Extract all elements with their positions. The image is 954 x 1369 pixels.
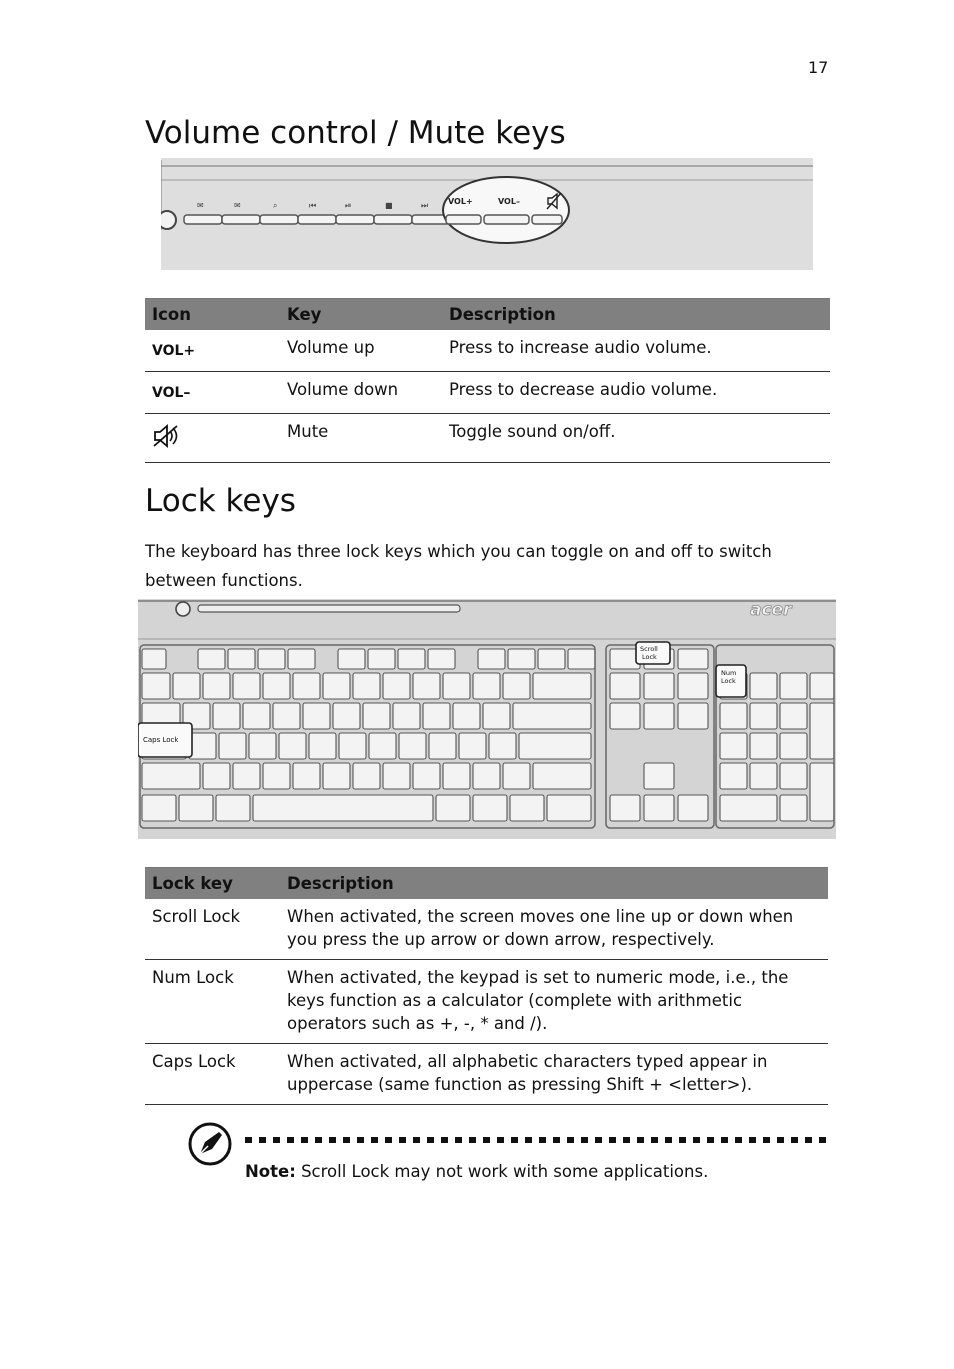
keyboard-key <box>363 703 390 729</box>
note-divider <box>245 1137 830 1143</box>
keyboard-key <box>720 733 747 759</box>
keyboard-top-row-figure <box>161 158 813 270</box>
keyboard-key <box>353 673 380 699</box>
keyboard-key <box>644 703 674 729</box>
keyboard-key <box>780 763 807 789</box>
scroll-lock-callout <box>636 642 670 664</box>
row-description: When activated, all alphabetic characters typed appear in uppercase (same function as pressing Shift + <letter>). <box>280 1044 828 1105</box>
mute-icon-cell <box>145 414 280 463</box>
keyboard-key <box>750 673 777 699</box>
keyboard-key <box>453 703 480 729</box>
row-description: Press to increase audio volume. <box>442 330 830 372</box>
keyboard-key <box>142 649 166 669</box>
keyboard-key <box>309 733 336 759</box>
keyboard-key <box>263 763 290 789</box>
row-description: When activated, the screen moves one line up or down when you press the up arrow or down arrow, respectively. <box>280 899 828 960</box>
keyboard-key <box>198 649 225 669</box>
keyboard-key <box>443 673 470 699</box>
table-row <box>145 1044 828 1105</box>
column-header-description: Description <box>442 299 830 331</box>
note-text <box>245 1162 708 1181</box>
keyboard-key <box>398 649 425 669</box>
num-lock-callout <box>716 665 746 697</box>
keyboard-key <box>678 673 708 699</box>
keyboard-key <box>173 673 200 699</box>
keyboard-key <box>610 673 640 699</box>
keyboard-key <box>383 763 410 789</box>
row-lock-key: Caps Lock <box>145 1044 280 1105</box>
keyboard-key <box>483 703 510 729</box>
keyboard-key <box>780 733 807 759</box>
keyboard-key <box>216 795 250 821</box>
row-key: Volume up <box>280 330 442 372</box>
keyboard-key <box>303 703 330 729</box>
keyboard-key <box>353 763 380 789</box>
keyboard-key <box>568 649 595 669</box>
table-row <box>145 414 830 463</box>
note-label: Note: <box>245 1162 296 1181</box>
keyboard-key <box>459 733 486 759</box>
keyboard-key <box>750 763 777 789</box>
keyboard-key <box>369 733 396 759</box>
table-row <box>145 899 828 960</box>
figure-vol-minus-label: VOL– <box>498 197 520 206</box>
svg-text:Caps Lock: Caps Lock <box>143 736 179 744</box>
vol-plus-icon: VOL+ <box>145 330 280 372</box>
vol-minus-icon: VOL– <box>145 372 280 414</box>
keyboard-key <box>436 795 470 821</box>
keyboard-key <box>179 795 213 821</box>
keyboard-key <box>142 673 170 699</box>
keyboard-key <box>533 673 591 699</box>
keyboard-key <box>383 673 410 699</box>
keyboard-key <box>228 649 255 669</box>
keyboard-key <box>519 733 591 759</box>
keyboard-key <box>393 703 420 729</box>
keyboard-key <box>203 673 230 699</box>
keyboard-key <box>473 763 500 789</box>
svg-text:✉: ✉ <box>197 201 204 210</box>
keyboard-key <box>293 763 320 789</box>
row-description: Press to decrease audio volume. <box>442 372 830 414</box>
keyboard-key <box>189 733 216 759</box>
keyboard-key <box>750 703 777 729</box>
svg-text:⏮: ⏮ <box>309 201 317 210</box>
row-lock-key: Scroll Lock <box>145 899 280 960</box>
svg-text:Scroll: Scroll <box>640 645 658 653</box>
keyboard-key <box>513 703 591 729</box>
svg-text:Lock: Lock <box>642 653 657 661</box>
keyboard-key <box>338 649 365 669</box>
keyboard-key <box>233 673 260 699</box>
page-number: 17 <box>808 58 829 77</box>
keyboard-key <box>508 649 535 669</box>
row-key: Mute <box>280 414 442 463</box>
keyboard-key <box>750 733 777 759</box>
keyboard-key <box>720 703 747 729</box>
keyboard-key <box>368 649 395 669</box>
keyboard-key <box>678 703 708 729</box>
keyboard-key <box>213 703 240 729</box>
column-header-description: Description <box>280 868 828 900</box>
note-pen-icon <box>187 1121 233 1171</box>
keyboard-key <box>443 763 470 789</box>
keyboard-key <box>478 649 505 669</box>
keyboard-key <box>503 673 530 699</box>
table-row <box>145 372 830 414</box>
keyboard-key <box>219 733 246 759</box>
keyboard-key <box>249 733 276 759</box>
keyboard-key <box>473 795 507 821</box>
keyboard-key <box>399 733 426 759</box>
keyboard-key <box>810 673 834 699</box>
keyboard-key <box>142 795 176 821</box>
column-header-lock-key: Lock key <box>145 868 280 900</box>
keyboard-key <box>423 703 450 729</box>
keyboard-key <box>263 673 290 699</box>
keyboard-key <box>489 733 516 759</box>
svg-text:⏭: ⏭ <box>421 201 429 210</box>
column-header-key: Key <box>280 299 442 331</box>
row-lock-key: Num Lock <box>145 960 280 1044</box>
row-key: Volume down <box>280 372 442 414</box>
keyboard-key <box>538 649 565 669</box>
volume-keys-table <box>145 298 830 463</box>
keyboard-key <box>428 649 455 669</box>
keyboard-key <box>644 795 674 821</box>
keyboard-key <box>780 703 807 729</box>
keyboard-key <box>720 795 777 821</box>
keyboard-key <box>203 763 230 789</box>
column-header-icon: Icon <box>145 299 280 331</box>
keyboard-key <box>293 673 320 699</box>
svg-text:⏯: ⏯ <box>345 201 352 210</box>
keyboard-key <box>644 763 674 789</box>
svg-text:✉: ✉ <box>234 201 241 210</box>
keyboard-key <box>678 649 708 669</box>
keyboard-key <box>780 673 807 699</box>
note-body: Scroll Lock may not work with some applications. <box>295 1162 709 1181</box>
keyboard-key <box>473 673 500 699</box>
keyboard-key <box>610 795 640 821</box>
table-row <box>145 960 828 1044</box>
svg-text:Num: Num <box>721 669 737 677</box>
figure-vol-plus-label: VOL+ <box>448 197 473 206</box>
keyboard-key <box>413 673 440 699</box>
keyboard-key <box>273 703 300 729</box>
keyboard-key <box>720 763 747 789</box>
keyboard-key <box>503 763 530 789</box>
keyboard-key <box>547 795 591 821</box>
keyboard-key <box>258 649 285 669</box>
keyboard-key <box>429 733 456 759</box>
keyboard-key <box>339 733 366 759</box>
keyboard-key <box>678 795 708 821</box>
keyboard-key <box>323 763 350 789</box>
lock-section-title: Lock keys <box>145 483 296 519</box>
keyboard-key <box>510 795 544 821</box>
keyboard-key <box>333 703 360 729</box>
keyboard-key <box>288 649 315 669</box>
keyboard-figure <box>138 599 836 839</box>
lock-keys-table <box>145 867 828 1105</box>
svg-text:⌕: ⌕ <box>273 201 278 210</box>
keyboard-key <box>810 703 834 759</box>
table-row <box>145 330 830 372</box>
acer-logo: acer <box>750 600 792 620</box>
row-description: When activated, the keypad is set to numeric mode, i.e., the keys function as a calculator (complete with arithmetic operators such as +, -, * and /). <box>280 960 828 1044</box>
keyboard-key <box>810 763 834 821</box>
keyboard-key <box>780 795 807 821</box>
svg-text:Lock: Lock <box>721 677 736 685</box>
keyboard-key <box>610 703 640 729</box>
keyboard-key <box>279 733 306 759</box>
svg-text:■: ■ <box>385 201 393 210</box>
lock-intro-paragraph: The keyboard has three lock keys which you can toggle on and off to switch between functions. <box>145 542 772 590</box>
row-description: Toggle sound on/off. <box>442 414 830 463</box>
volume-section-title: Volume control / Mute keys <box>145 115 566 151</box>
keyboard-key <box>644 673 674 699</box>
mute-icon <box>152 424 180 448</box>
keyboard-key <box>413 763 440 789</box>
keyboard-key <box>533 763 591 789</box>
keyboard-key <box>233 763 260 789</box>
keyboard-key <box>253 795 433 821</box>
keyboard-key <box>243 703 270 729</box>
keyboard-key <box>142 763 200 789</box>
caps-lock-callout <box>138 723 192 757</box>
keyboard-key <box>323 673 350 699</box>
